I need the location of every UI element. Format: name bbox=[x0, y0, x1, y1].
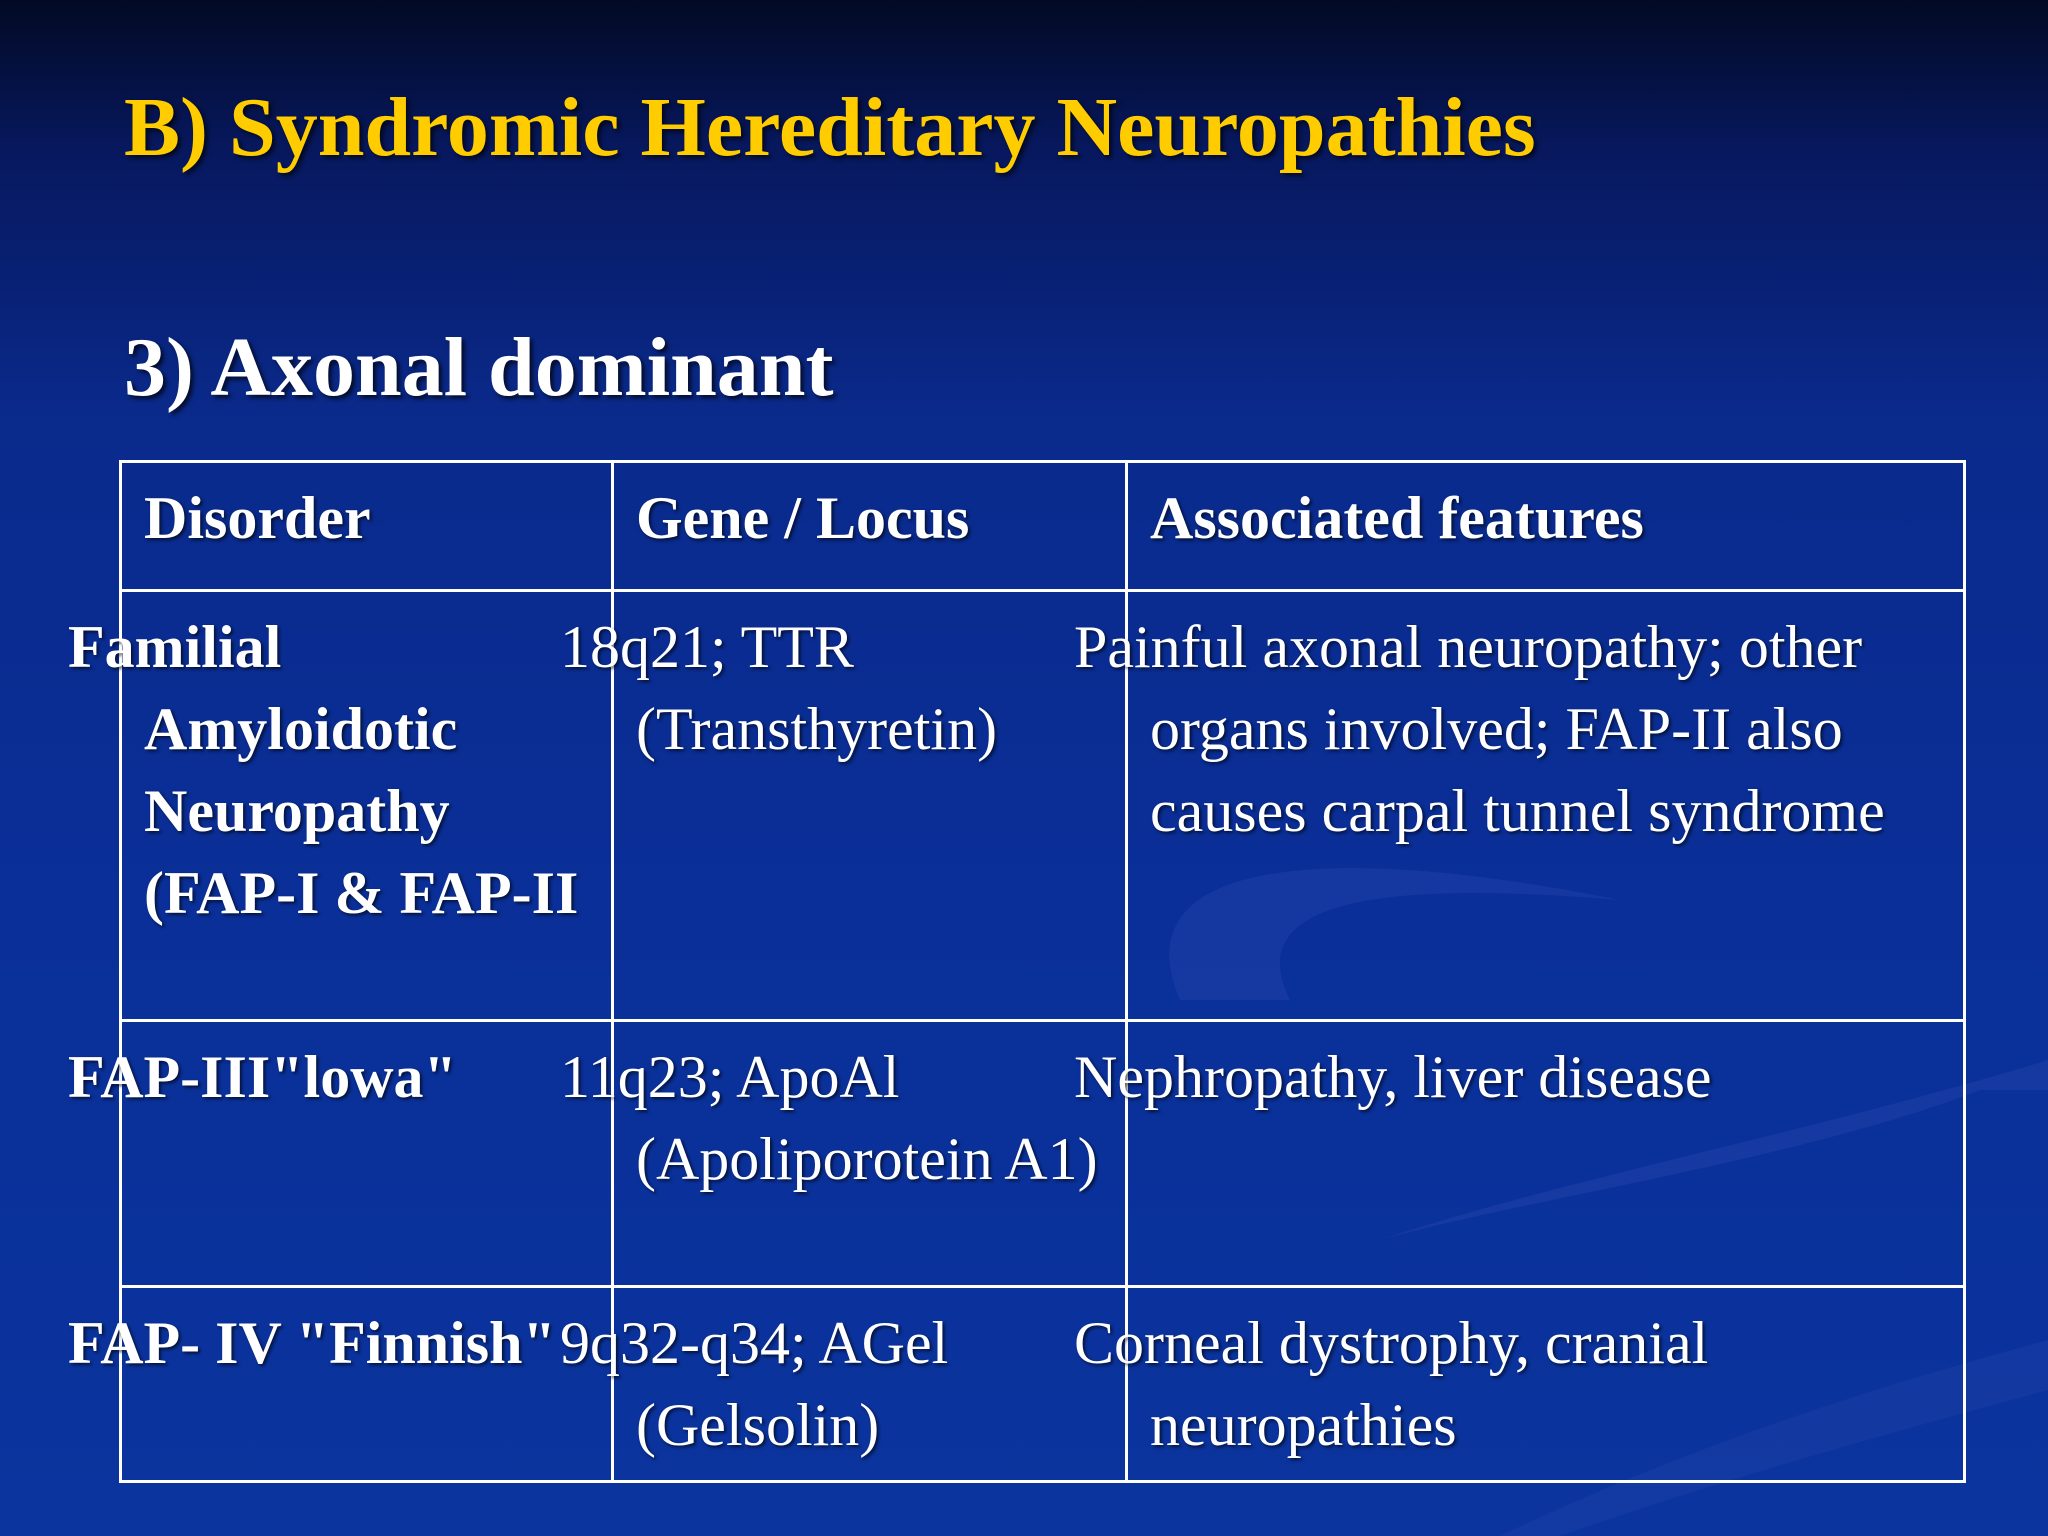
table-row bbox=[121, 1287, 1965, 1482]
slide-subtitle: 3) Axonal dominant bbox=[124, 321, 834, 414]
cell-disorder: Familial Amyloidotic Neuropathy (FAP-I & FAP-II bbox=[121, 591, 613, 1021]
cell-gene: 11q23; ApoAl (Apoliporotein A1) bbox=[613, 1021, 1127, 1287]
slide-title: B) Syndromic Hereditary Neuropathies bbox=[124, 81, 1536, 174]
header-associated-features: Associated features bbox=[1127, 462, 1965, 591]
table-header-row bbox=[121, 462, 1965, 591]
cell-gene: 18q21; TTR (Transthyretin) bbox=[613, 591, 1127, 1021]
cell-features: Corneal dystrophy, cranial neuropathies bbox=[1127, 1287, 1965, 1482]
table-row bbox=[121, 591, 1965, 1021]
cell-features: Painful axonal neuropathy; other organs involved; FAP-II also causes carpal tunnel syndrome bbox=[1127, 591, 1965, 1021]
cell-gene: 9q32-q34; AGel (Gelsolin) bbox=[613, 1287, 1127, 1482]
header-gene-locus: Gene / Locus bbox=[613, 462, 1127, 591]
cell-disorder: FAP-III"lowa" bbox=[121, 1021, 613, 1287]
cell-features: Nephropathy, liver disease bbox=[1127, 1021, 1965, 1287]
neuropathy-table bbox=[68, 460, 1966, 1483]
table-row bbox=[121, 1021, 1965, 1287]
header-disorder: Disorder bbox=[121, 462, 613, 591]
cell-disorder: FAP- IV "Finnish" bbox=[121, 1287, 613, 1482]
